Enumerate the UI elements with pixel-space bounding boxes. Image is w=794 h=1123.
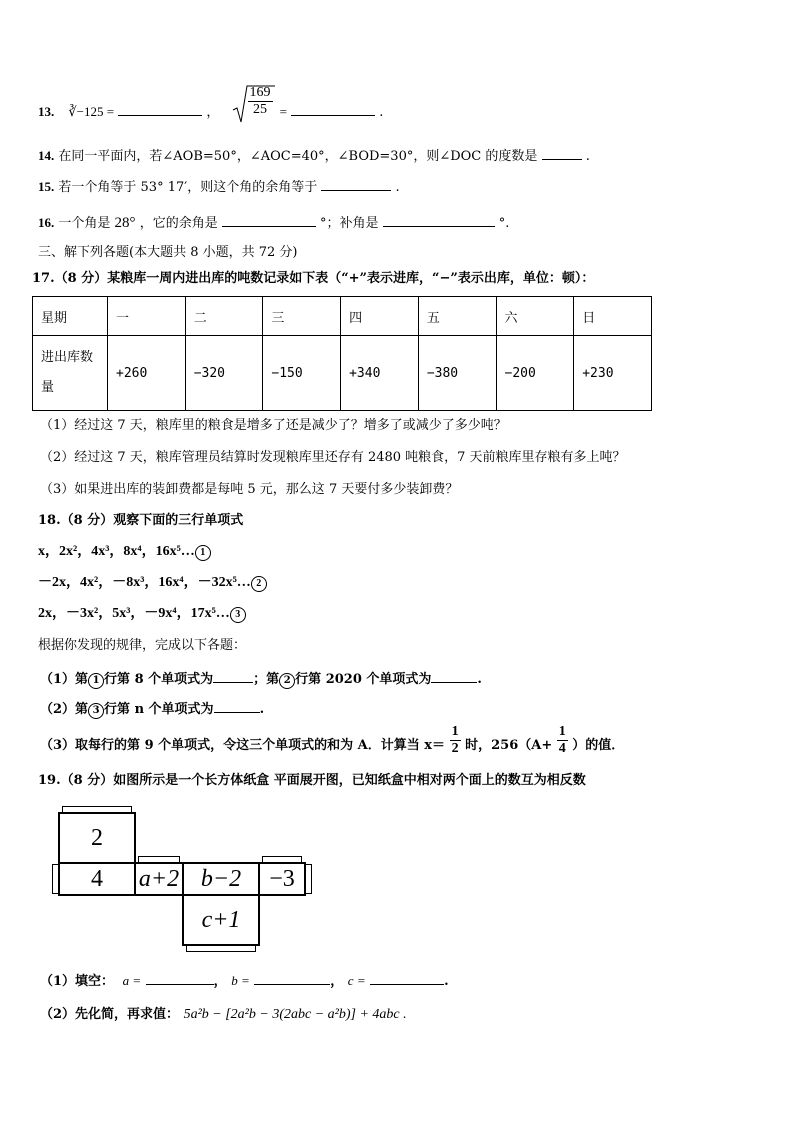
- monomial-row-1: [38, 543, 211, 561]
- row-number-mark: 3: [88, 703, 104, 719]
- fraction-numerator: 169: [249, 85, 271, 100]
- text: （2）先化简，再求值：: [40, 1007, 180, 1022]
- text: （3）取每行的第 9 个单项式，令这三个单项式的和为 A．计算当 x＝: [40, 738, 446, 753]
- question-number: 14.: [38, 148, 55, 163]
- period: .: [259, 702, 265, 717]
- flap-outline: [304, 864, 312, 894]
- text: 行第 n 个单项式为: [104, 702, 214, 717]
- table-cell: 一: [108, 297, 186, 336]
- monomial-row-3: [38, 605, 246, 623]
- table-cell: −150: [263, 336, 341, 411]
- table-header-row: [33, 297, 652, 336]
- question-17-title: 17.（8 分）某粮库一周内进出库的吨数记录如下表（“+”表示进库，“−”表示出库，单位：顿）：: [32, 271, 595, 286]
- table-cell: 星期: [33, 297, 108, 336]
- row-number-mark: 1: [88, 673, 104, 689]
- angle-value: 28°: [114, 215, 136, 231]
- period: °.: [498, 216, 510, 231]
- flap-outline: [186, 944, 256, 952]
- flap-outline: [138, 856, 180, 864]
- face-4: [58, 862, 136, 896]
- question-19-title: 19.（8 分）如图所示是一个长方体纸盒 平面展开图，已知纸盒中相对两个面上的数互为相反数: [38, 773, 586, 788]
- face-label: 2: [91, 824, 103, 851]
- q17-sub1: （1）经过这 7 天，粮库里的粮食是增多了还是减少了？增多了或减少了多少吨？: [40, 418, 507, 433]
- fraction-denominator: 2: [451, 741, 459, 756]
- question-text: 一个角是: [58, 216, 111, 231]
- cube-root-expression: ∛−125 =: [68, 104, 115, 119]
- period: .: [395, 180, 400, 195]
- box-net-diagram: [52, 806, 312, 952]
- separator: ，: [213, 974, 227, 989]
- face-b-minus-2: [182, 862, 260, 896]
- q19-sub1: [40, 970, 449, 991]
- flap-outline: [62, 806, 132, 814]
- section-heading: 三、解下列各题(本大题共 8 小题，共 72 分): [38, 245, 298, 260]
- flap-outline: [52, 864, 60, 894]
- fraction-one-quarter: [557, 724, 568, 757]
- text: ；第: [253, 672, 280, 687]
- question-13: [38, 85, 384, 122]
- table-row: [33, 336, 652, 411]
- question-text: °；补角是: [319, 216, 379, 231]
- face-label: −3: [269, 865, 295, 892]
- table-cell: 六: [496, 297, 574, 336]
- sqrt-fraction: [248, 85, 273, 118]
- face-a-plus-2: [134, 862, 184, 896]
- fraction-numerator: 1: [451, 724, 459, 739]
- row-text: 2x，－3x²，5x³，－9x⁴，17x⁵…: [38, 606, 230, 621]
- q18-prompt: 根据你发现的规律，完成以下各题：: [38, 638, 247, 653]
- row-number-mark: 2: [279, 673, 295, 689]
- square-root-expression: [232, 85, 276, 117]
- face-2: [58, 812, 136, 864]
- face-c-plus-1: [182, 894, 260, 946]
- q18-sub2: [40, 698, 264, 719]
- face-label: c+1: [201, 906, 241, 933]
- table-cell: −380: [418, 336, 496, 411]
- q18-sub3: [40, 724, 625, 757]
- row-text: x，2x²，4x³，8x⁴，16x⁵…: [38, 544, 195, 559]
- answer-blank[interactable]: [222, 212, 316, 227]
- q19-sub2: [40, 1006, 407, 1024]
- question-16: [38, 212, 509, 233]
- separator: ，: [206, 105, 220, 120]
- question-number: 16.: [38, 215, 55, 230]
- c-label: c =: [347, 973, 366, 988]
- table-cell: +340: [341, 336, 419, 411]
- text: 行第 8 个单项式为: [104, 672, 214, 687]
- table-row-label: 进出库数量: [33, 336, 108, 411]
- q17-sub3: （3）如果进出库的装卸费都是每吨 5 元，那么这 7 天要付多少装卸费？: [40, 482, 459, 497]
- answer-blank[interactable]: [383, 212, 495, 227]
- text: 时，256（A+: [465, 738, 553, 753]
- answer-blank[interactable]: [542, 145, 582, 160]
- answer-blank[interactable]: [291, 101, 375, 116]
- row-text: －2x，4x²，－8x³，16x⁴，－32x⁵…: [38, 575, 251, 590]
- table-cell: 二: [185, 297, 263, 336]
- period: .: [477, 672, 482, 687]
- row-number-mark: 3: [230, 607, 246, 623]
- face-label: b−2: [200, 865, 242, 892]
- question-15: [38, 176, 400, 197]
- fraction-denominator: 25: [253, 102, 268, 117]
- table-cell: 五: [418, 297, 496, 336]
- fraction-denominator: 4: [558, 741, 566, 756]
- table-cell: 日: [574, 297, 652, 336]
- answer-blank[interactable]: [321, 176, 391, 191]
- answer-blank[interactable]: [254, 970, 330, 985]
- expression: 5a²b − [2a²b − 3(2abc − a²b)] + 4abc .: [183, 1007, 407, 1022]
- a-label: a =: [122, 973, 142, 988]
- q17-sub2: （2）经过这 7 天，粮库管理员结算时发现粮库里还存有 2480 吨粮食，7 天前粮库里存粮有多上吨？: [40, 450, 626, 465]
- table-cell: 三: [263, 297, 341, 336]
- table-cell: −320: [185, 336, 263, 411]
- answer-blank[interactable]: [118, 101, 202, 116]
- period: .: [379, 105, 384, 120]
- answer-blank[interactable]: [146, 970, 214, 985]
- row-number-mark: 2: [251, 576, 267, 592]
- answer-blank[interactable]: [214, 698, 260, 713]
- question-number: 15.: [38, 179, 55, 194]
- table-cell: +230: [574, 336, 652, 411]
- question-text: ，它的余角是: [139, 216, 218, 231]
- equals-sign: =: [279, 104, 288, 119]
- face-minus-3: [258, 862, 306, 896]
- text: （2）第: [40, 702, 89, 717]
- period: .: [444, 974, 449, 989]
- question-text: 在同一平面内，若∠AOB=50°，∠AOC=40°，∠BOD=30°，则∠DOC 的度数是: [58, 149, 538, 164]
- fraction-numerator: 1: [558, 724, 566, 739]
- fraction-one-half: [450, 724, 461, 757]
- text: （1）第: [40, 672, 89, 687]
- question-14: [38, 145, 590, 166]
- answer-blank[interactable]: [431, 668, 477, 683]
- text: 行第 2020 个单项式为: [295, 672, 432, 687]
- q18-sub1: [40, 668, 482, 689]
- table-cell: −200: [496, 336, 574, 411]
- flap-outline: [262, 856, 302, 864]
- b-label: b =: [231, 973, 250, 988]
- question-number: 13.: [38, 104, 55, 119]
- table-cell: 四: [341, 297, 419, 336]
- question-18-title: 18.（8 分）观察下面的三行单项式: [38, 513, 244, 528]
- face-label: 4: [91, 865, 103, 892]
- face-label: a+2: [138, 865, 180, 892]
- answer-blank[interactable]: [370, 970, 444, 985]
- table-cell: +260: [108, 336, 186, 411]
- row-number-mark: 1: [195, 545, 211, 561]
- text: ）的值．: [572, 738, 625, 753]
- answer-blank[interactable]: [213, 668, 253, 683]
- text: （1）填空：: [40, 974, 115, 989]
- grain-table: [32, 296, 652, 411]
- monomial-row-2: [38, 574, 267, 592]
- period: .: [585, 149, 590, 164]
- separator: ，: [330, 974, 344, 989]
- question-text: 若一个角等于 53° 17′，则这个角的余角等于: [58, 180, 318, 195]
